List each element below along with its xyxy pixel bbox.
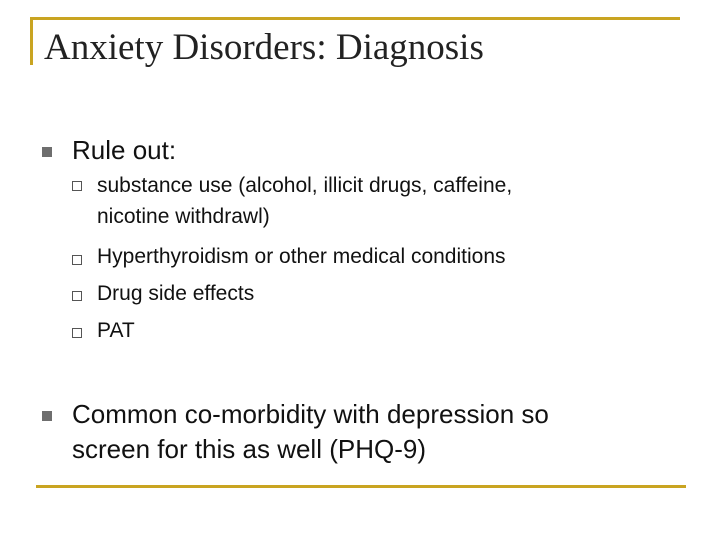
- square-bullet-icon: [42, 411, 52, 421]
- subitem-substance-use-line2: nicotine withdrawl): [97, 205, 270, 228]
- title-rule-top: [30, 17, 680, 20]
- hollow-square-bullet-icon: [72, 255, 82, 265]
- square-bullet-icon: [42, 147, 52, 157]
- subitem-pat: PAT: [97, 319, 135, 342]
- slide-title: Anxiety Disorders: Diagnosis: [44, 27, 484, 68]
- bullet-comorbidity-line2: screen for this as well (PHQ-9): [72, 434, 426, 464]
- hollow-square-bullet-icon: [72, 291, 82, 301]
- bullet-comorbidity-line1: Common co-morbidity with depression so: [72, 399, 549, 429]
- bullet-rule-out: Rule out:: [72, 135, 177, 165]
- hollow-square-bullet-icon: [72, 181, 82, 191]
- subitem-substance-use-line1: substance use (alcohol, illicit drugs, caffeine,: [97, 174, 513, 197]
- title-rule-left: [30, 17, 33, 65]
- subitem-drug-side-effects: Drug side effects: [97, 282, 255, 305]
- hollow-square-bullet-icon: [72, 328, 82, 338]
- footer-rule: [36, 485, 686, 488]
- subitem-hyperthyroidism: Hyperthyroidism or other medical conditions: [97, 245, 506, 268]
